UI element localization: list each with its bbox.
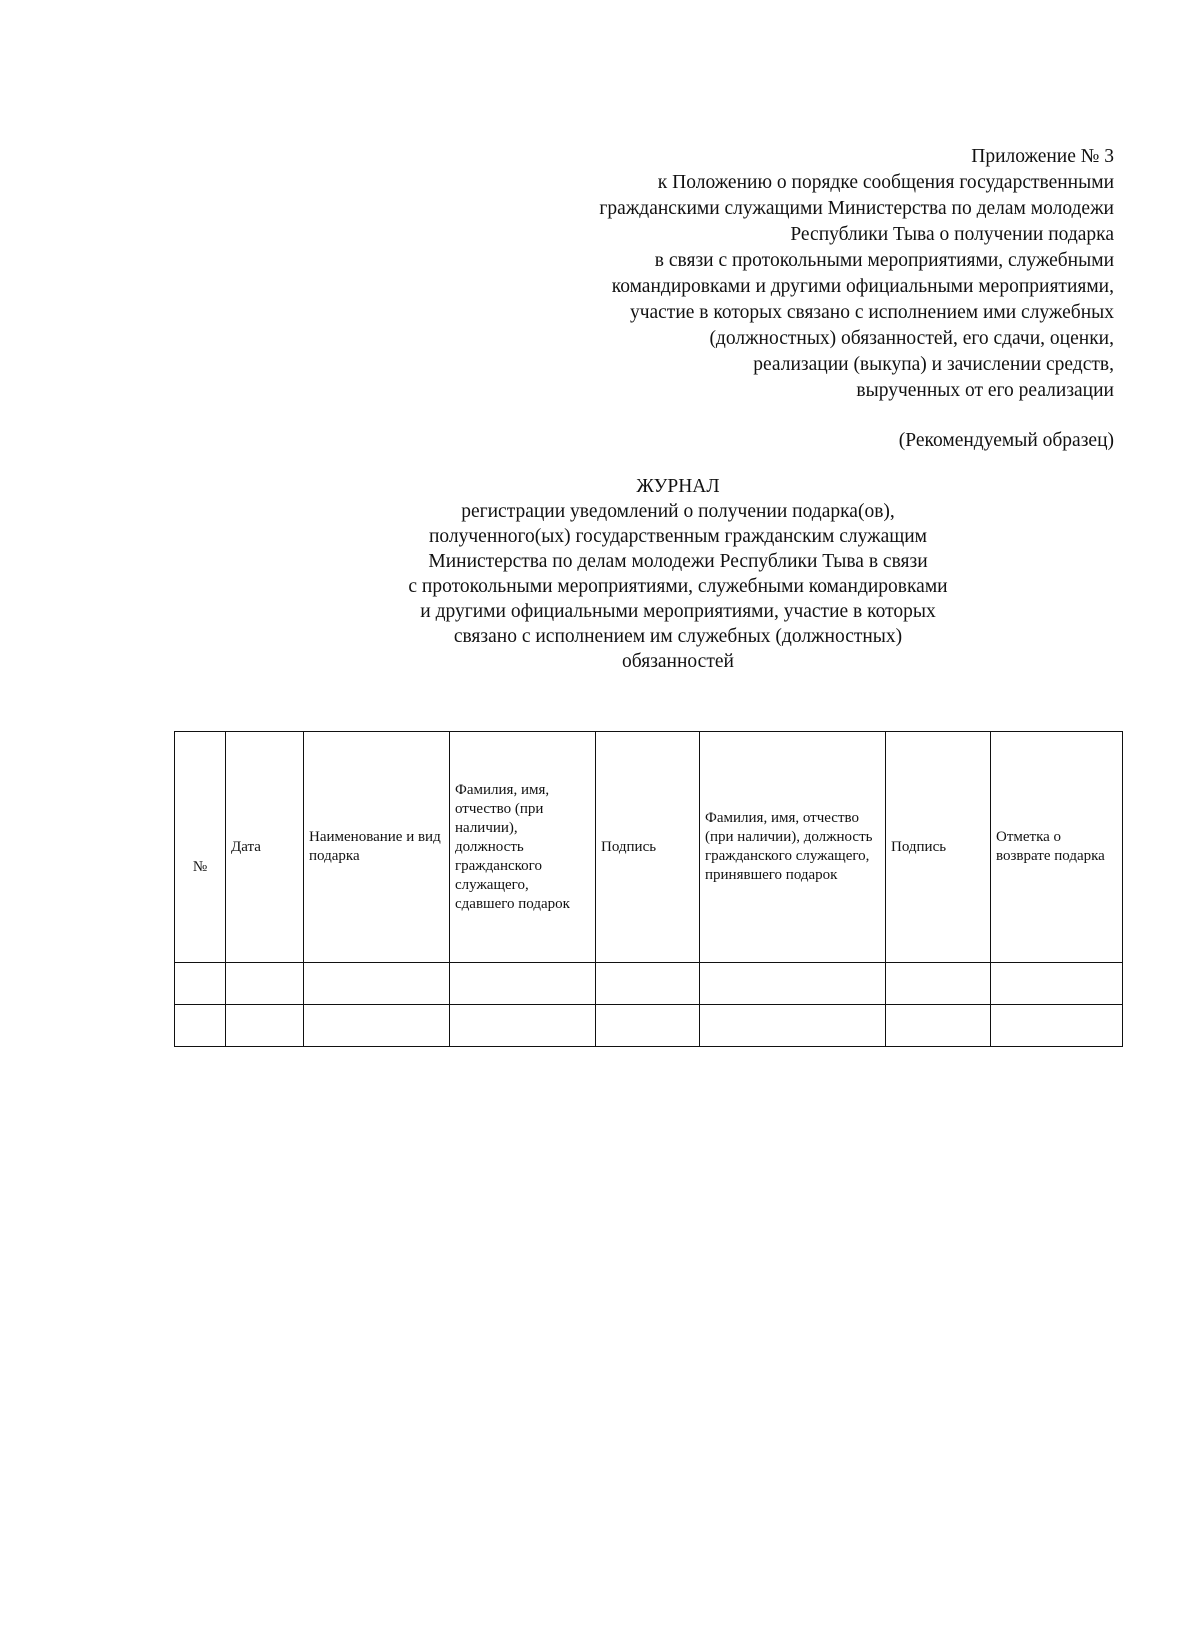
appendix-line: к Положению о порядке сообщения государственными (657, 172, 1114, 193)
appendix-line: участие в которых связано с исполнением ими служебных (629, 302, 1114, 323)
journal-subtitle-line: Министерства по делам молодежи Республики Тыва в связи (428, 551, 928, 572)
journal-subtitle-line: полученного(ых) государственным гражданским служащим (428, 526, 928, 547)
table-cell (700, 1005, 886, 1047)
recommended-sample-label: (Рекомендуемый образец) (898, 430, 1114, 451)
table-cell (886, 1005, 991, 1047)
journal-subtitle-line: обязанностей (622, 651, 734, 672)
appendix-line: реализации (выкупа) и зачислении средств, (753, 354, 1114, 375)
table-cell (886, 963, 991, 1005)
journal-subtitle-line: и другими официальными мероприятиями, участие в которых (420, 601, 936, 622)
header-return-mark: Отметка о возврате подарка (991, 732, 1123, 963)
table-row (175, 1005, 1123, 1047)
table-cell (226, 1005, 304, 1047)
header-receiver-name: Фамилия, имя, отчество (при наличии), должность гражданского служащего, принявшего подарок (700, 732, 886, 963)
table-cell (304, 963, 450, 1005)
appendix-title: Приложение № 3 (971, 146, 1114, 167)
journal-subtitle-line: связано с исполнением им служебных (должностных) (453, 626, 903, 647)
journal-subtitle-line: с протокольными мероприятиями, служебными командировками (408, 576, 948, 597)
appendix-line: гражданскими служащими Министерства по делам молодежи (599, 198, 1114, 219)
table-cell (226, 963, 304, 1005)
header-date: Дата (226, 732, 304, 963)
appendix-line: (должностных) обязанностей, его сдачи, оценки, (709, 328, 1114, 349)
header-gift-name: Наименование и вид подарка (304, 732, 450, 963)
table-cell (175, 1005, 226, 1047)
appendix-line: Республики Тыва о получении подарка (790, 224, 1114, 245)
appendix-line: вырученных от его реализации (856, 380, 1114, 401)
registration-table (174, 731, 1123, 1047)
appendix-block (599, 144, 1114, 404)
appendix-line: командировками и другими официальными мероприятиями, (611, 276, 1114, 297)
header-receiver-signature: Подпись (886, 732, 991, 963)
journal-heading (278, 474, 1078, 674)
table-header-row (175, 732, 1123, 963)
table-cell (175, 963, 226, 1005)
table-cell (991, 963, 1123, 1005)
appendix-line: в связи с протокольными мероприятиями, служебными (654, 250, 1114, 271)
table-cell (596, 1005, 700, 1047)
header-number: № (175, 732, 226, 963)
header-submitter-name: Фамилия, имя, отчество (при наличии), должность гражданского служащего, сдавшего подарок (450, 732, 596, 963)
table-cell (304, 1005, 450, 1047)
table-cell (596, 963, 700, 1005)
table-cell (450, 1005, 596, 1047)
table-cell (700, 963, 886, 1005)
table-row (175, 963, 1123, 1005)
header-submitter-signature: Подпись (596, 732, 700, 963)
journal-title: ЖУРНАЛ (636, 476, 720, 497)
table-cell (450, 963, 596, 1005)
table-cell (991, 1005, 1123, 1047)
journal-subtitle-line: регистрации уведомлений о получении подарка(ов), (461, 501, 895, 522)
